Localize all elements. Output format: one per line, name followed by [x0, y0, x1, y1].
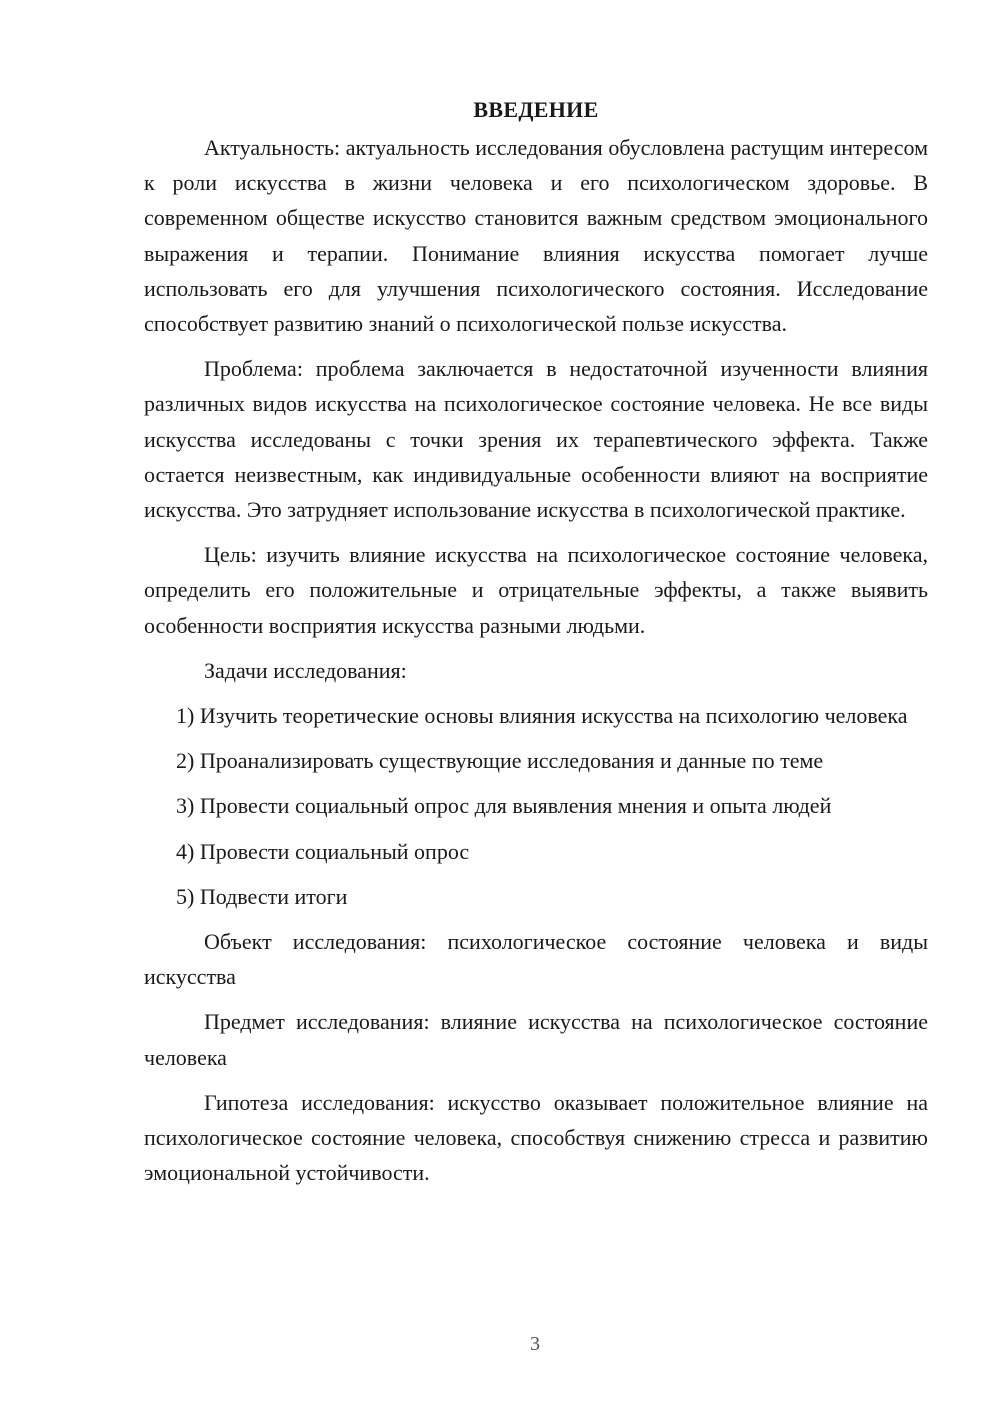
paragraph-goal: Цель: изучить влияние искусства на психологическое состояние человека, определить его положительные и отрицательные эффекты, а также выявить особенности восприятия искусства разными людьми. [144, 542, 928, 638]
document-page [144, 92, 928, 1200]
task-item-4: 4) Провести социальный опрос [176, 838, 470, 864]
page-number: 3 [530, 1333, 540, 1355]
task-item-2: 2) Проанализировать существующие исследования и данные по теме [176, 748, 824, 774]
tasks-heading: Задачи исследования: [204, 657, 407, 683]
paragraph-hypothesis: Гипотеза исследования: искусство оказывает положительное влияние на психологическое состояние человека, способствуя снижению стресса и развитию эмоциональной устойчивости. [144, 1089, 928, 1186]
paragraph-problem: Проблема: проблема заключается в недостаточной изученности влияния различных видов искусства на психологическое состояние человека. Не все виды искусства исследованы с точки зрения их терапевтического эффекта. Также остается неизвестным, как индивидуальные особенности влияют на восприятие искусства. Это затрудняет использование искусства в психологической практике. [144, 356, 928, 523]
task-item-1: 1) Изучить теоретические основы влияния искусства на психологию человека [176, 703, 908, 729]
section-title: ВВЕДЕНИЕ [473, 97, 599, 122]
paragraph-subject: Предмет исследования: влияние искусства на психологическое состояние человека [144, 1009, 928, 1070]
paragraph-relevance: Актуальность: актуальность исследования обусловлена растущим интересом к роли искусства в жизни человека и его психологическом здоровье. В современном обществе искусство становится важным средством эмоционального выражения и терапии. Понимание влияния искусства помогает лучше использовать его для улучшения психологического состояния. Исследование способствует развитию знаний о психологической пользе искусства. [144, 135, 928, 337]
paragraph-object: Объект исследования: психологическое состояние человека и виды искусства [144, 929, 928, 990]
task-item-3: 3) Провести социальный опрос для выявления мнения и опыта людей [176, 793, 832, 819]
task-item-5: 5) Подвести итоги [176, 883, 348, 909]
